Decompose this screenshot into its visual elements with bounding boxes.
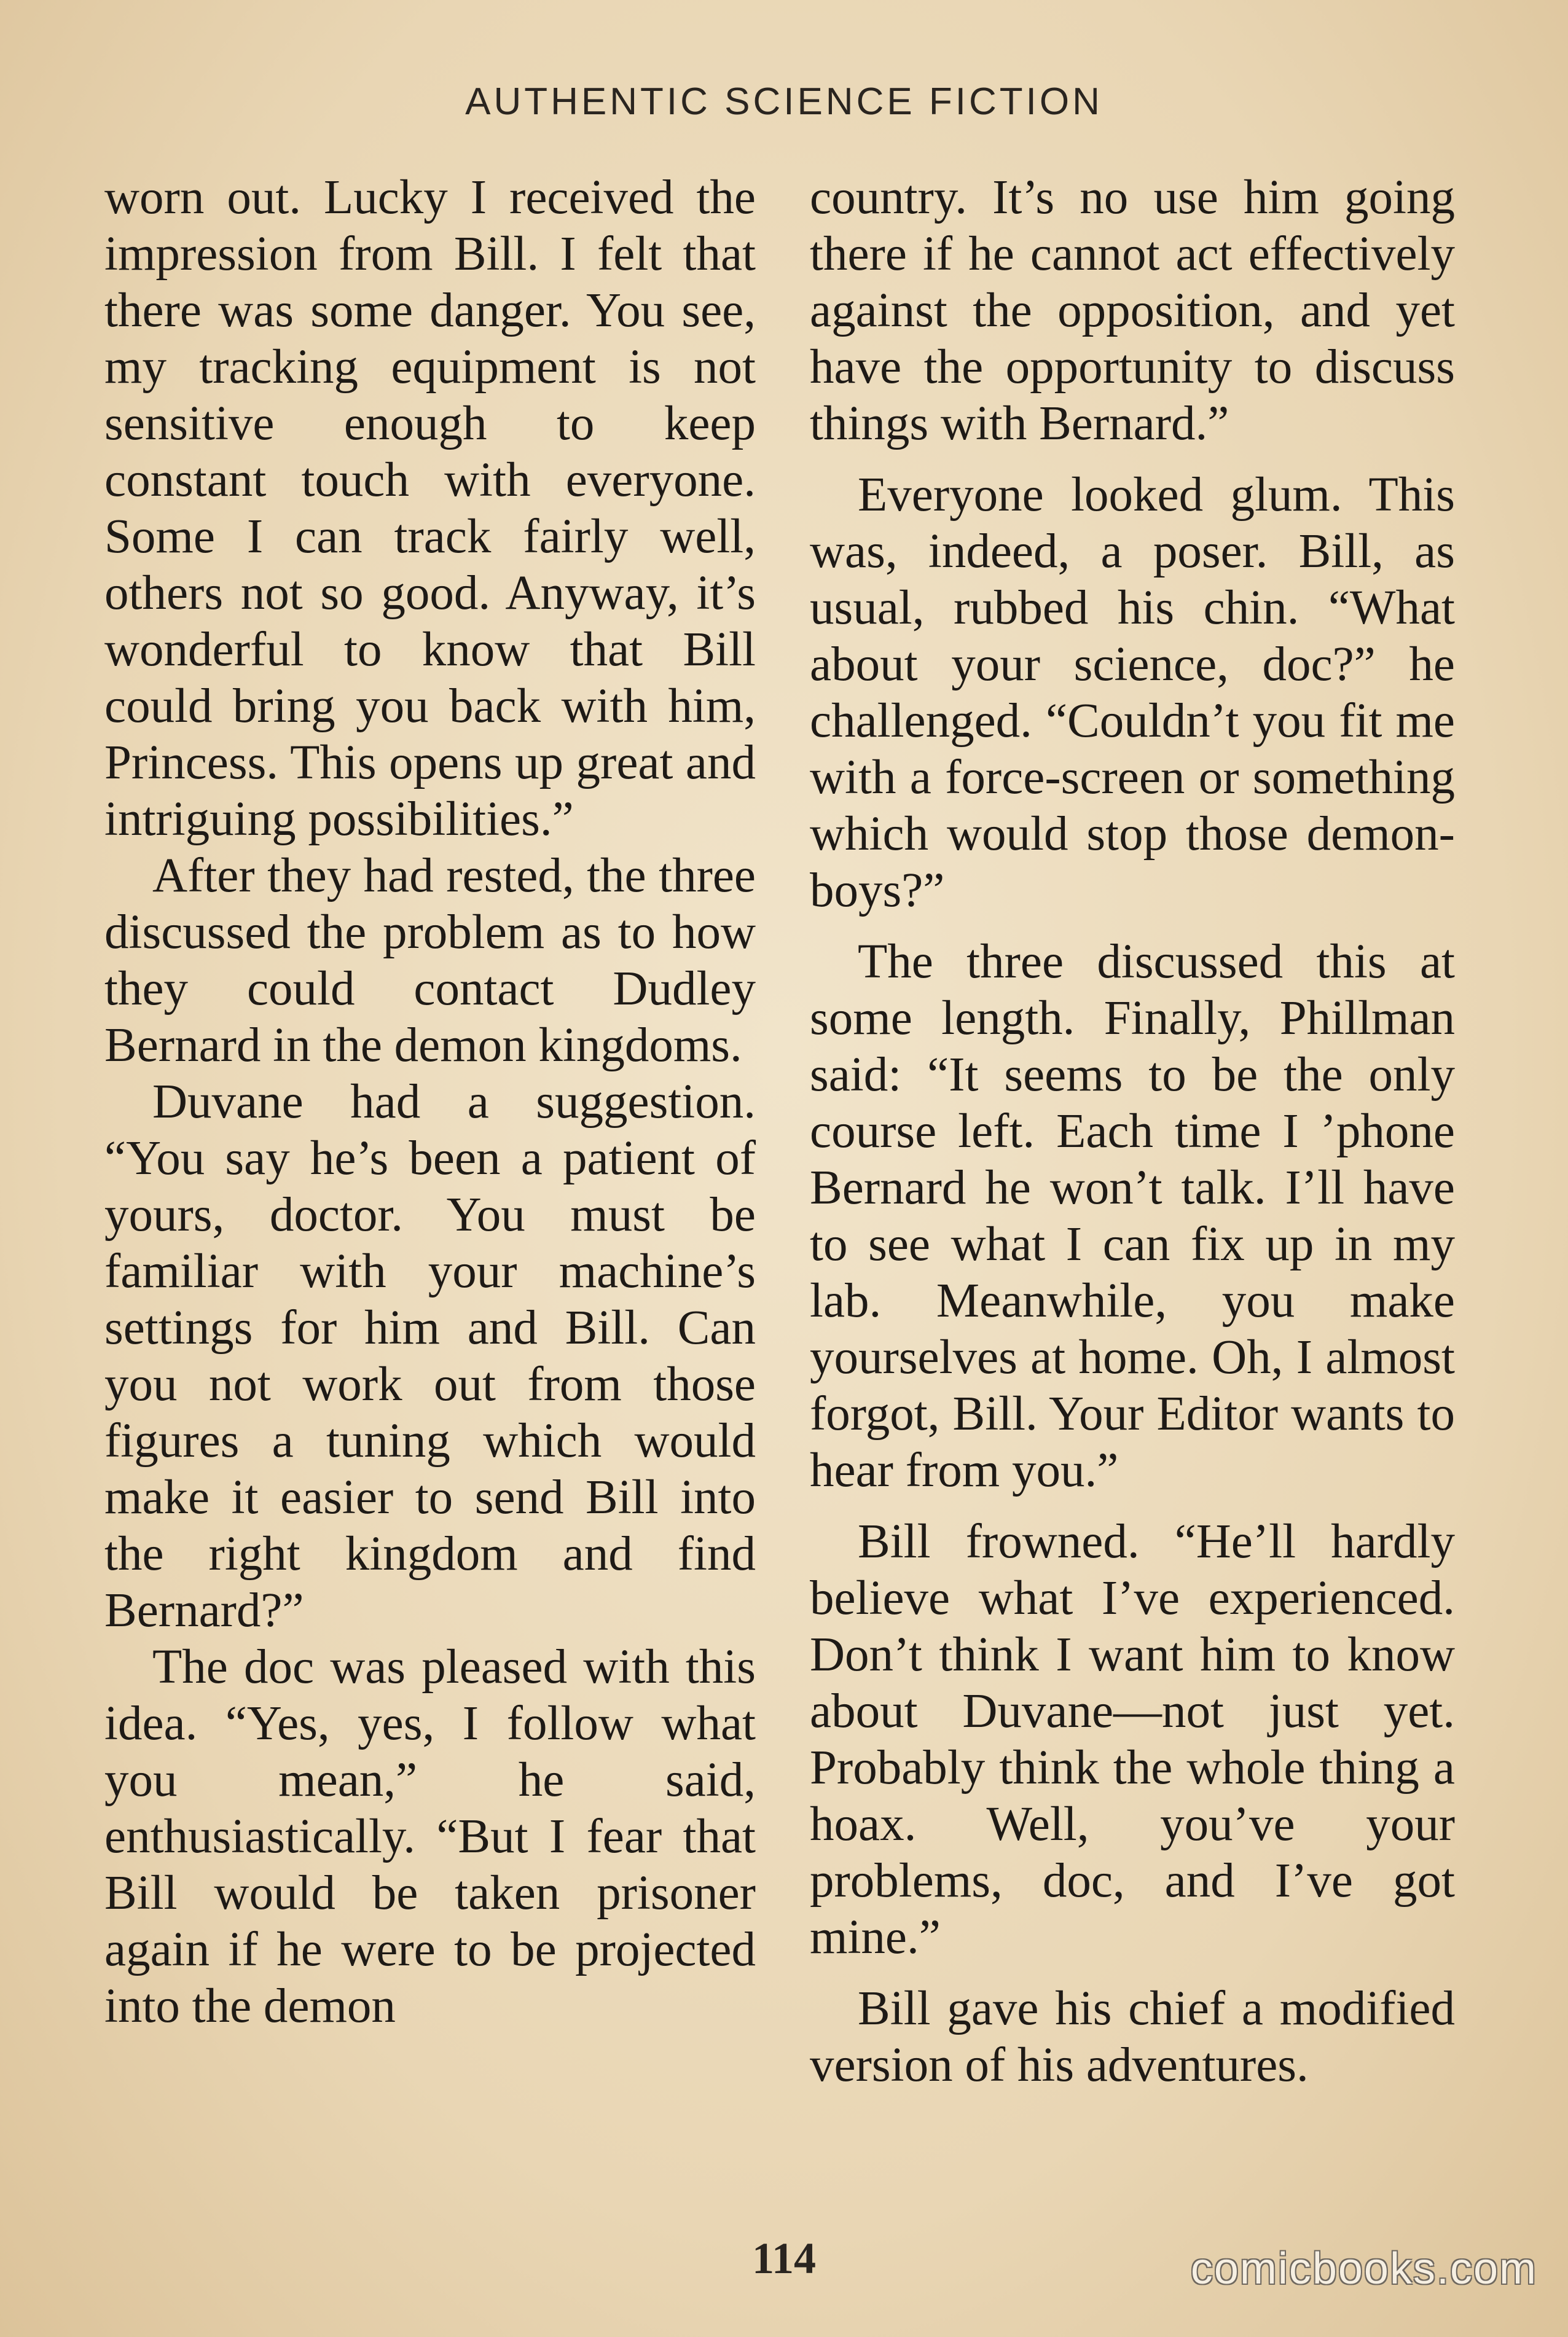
left-paragraph-4: The doc was pleased with this idea. “Yes, yes, I follow what you mean,” he said, enthusiastically. “But I fear that Bill would be taken prisoner again if he were to be projected into the demon	[104, 1640, 756, 2033]
right-paragraph-3: The three discussed this at some length. Finally, Phillman said: “It seems to be the only course left. Each time I ’phone Bernard he won’t talk. I’ll have to see what I can fix up in my lab. Meanwhile, you make yourselves at home. Oh, I almost forgot, Bill. Your Editor wants to hear from you.”	[810, 935, 1455, 1497]
watermark-logo: comicbooks.com	[1190, 2244, 1537, 2293]
left-paragraph-2: After they had rested, the three discussed the problem as to how they could contact Dudley Bernard in the demon kingdoms.	[104, 849, 756, 1072]
right-paragraph-1: country. It’s no use him going there if he cannot act effectively against the opposition, and yet have the opportunity to discuss things with Bernard.”	[810, 171, 1455, 450]
page-number: 114	[751, 2234, 817, 2283]
right-paragraph-5: Bill gave his chief a modified version of his adventures.	[810, 1982, 1455, 2092]
right-paragraph-4: Bill frowned. “He’ll hardly believe what I’ve experienced. Don’t think I want him to know about Duvane—not just yet. Probably think the whole thing a hoax. Well, you’ve your problems, doc, and I’ve got mine.”	[810, 1515, 1455, 1964]
right-paragraph-2: Everyone looked glum. This was, indeed, a poser. Bill, as usual, rubbed his chin. “What about your science, doc?” he challenged. “Couldn’t you fit me with a force-screen or something which would stop those demon-boys?”	[810, 468, 1455, 917]
left-paragraph-3: Duvane had a suggestion. “You say he’s been a patient of yours, doctor. You must be familiar with your machine’s settings for him and Bill. Can you not work out from those figures a tuning which would make it easier to send Bill into the right kingdom and find Bernard?”	[104, 1075, 756, 1637]
left-text-column	[104, 170, 756, 2035]
right-text-column	[810, 170, 1455, 2094]
left-paragraph-1: worn out. Lucky I received the impression from Bill. I felt that there was some danger. You see, my tracking equipment is not sensitive enough to keep constant touch with everyone. Some I can track fairly well, others not so good. Anyway, it’s wonderful to know that Bill could bring you back with him, Princess. This opens up great and intriguing possibilities.”	[104, 171, 756, 846]
running-head-title: AUTHENTIC SCIENCE FICTION	[465, 80, 1103, 123]
